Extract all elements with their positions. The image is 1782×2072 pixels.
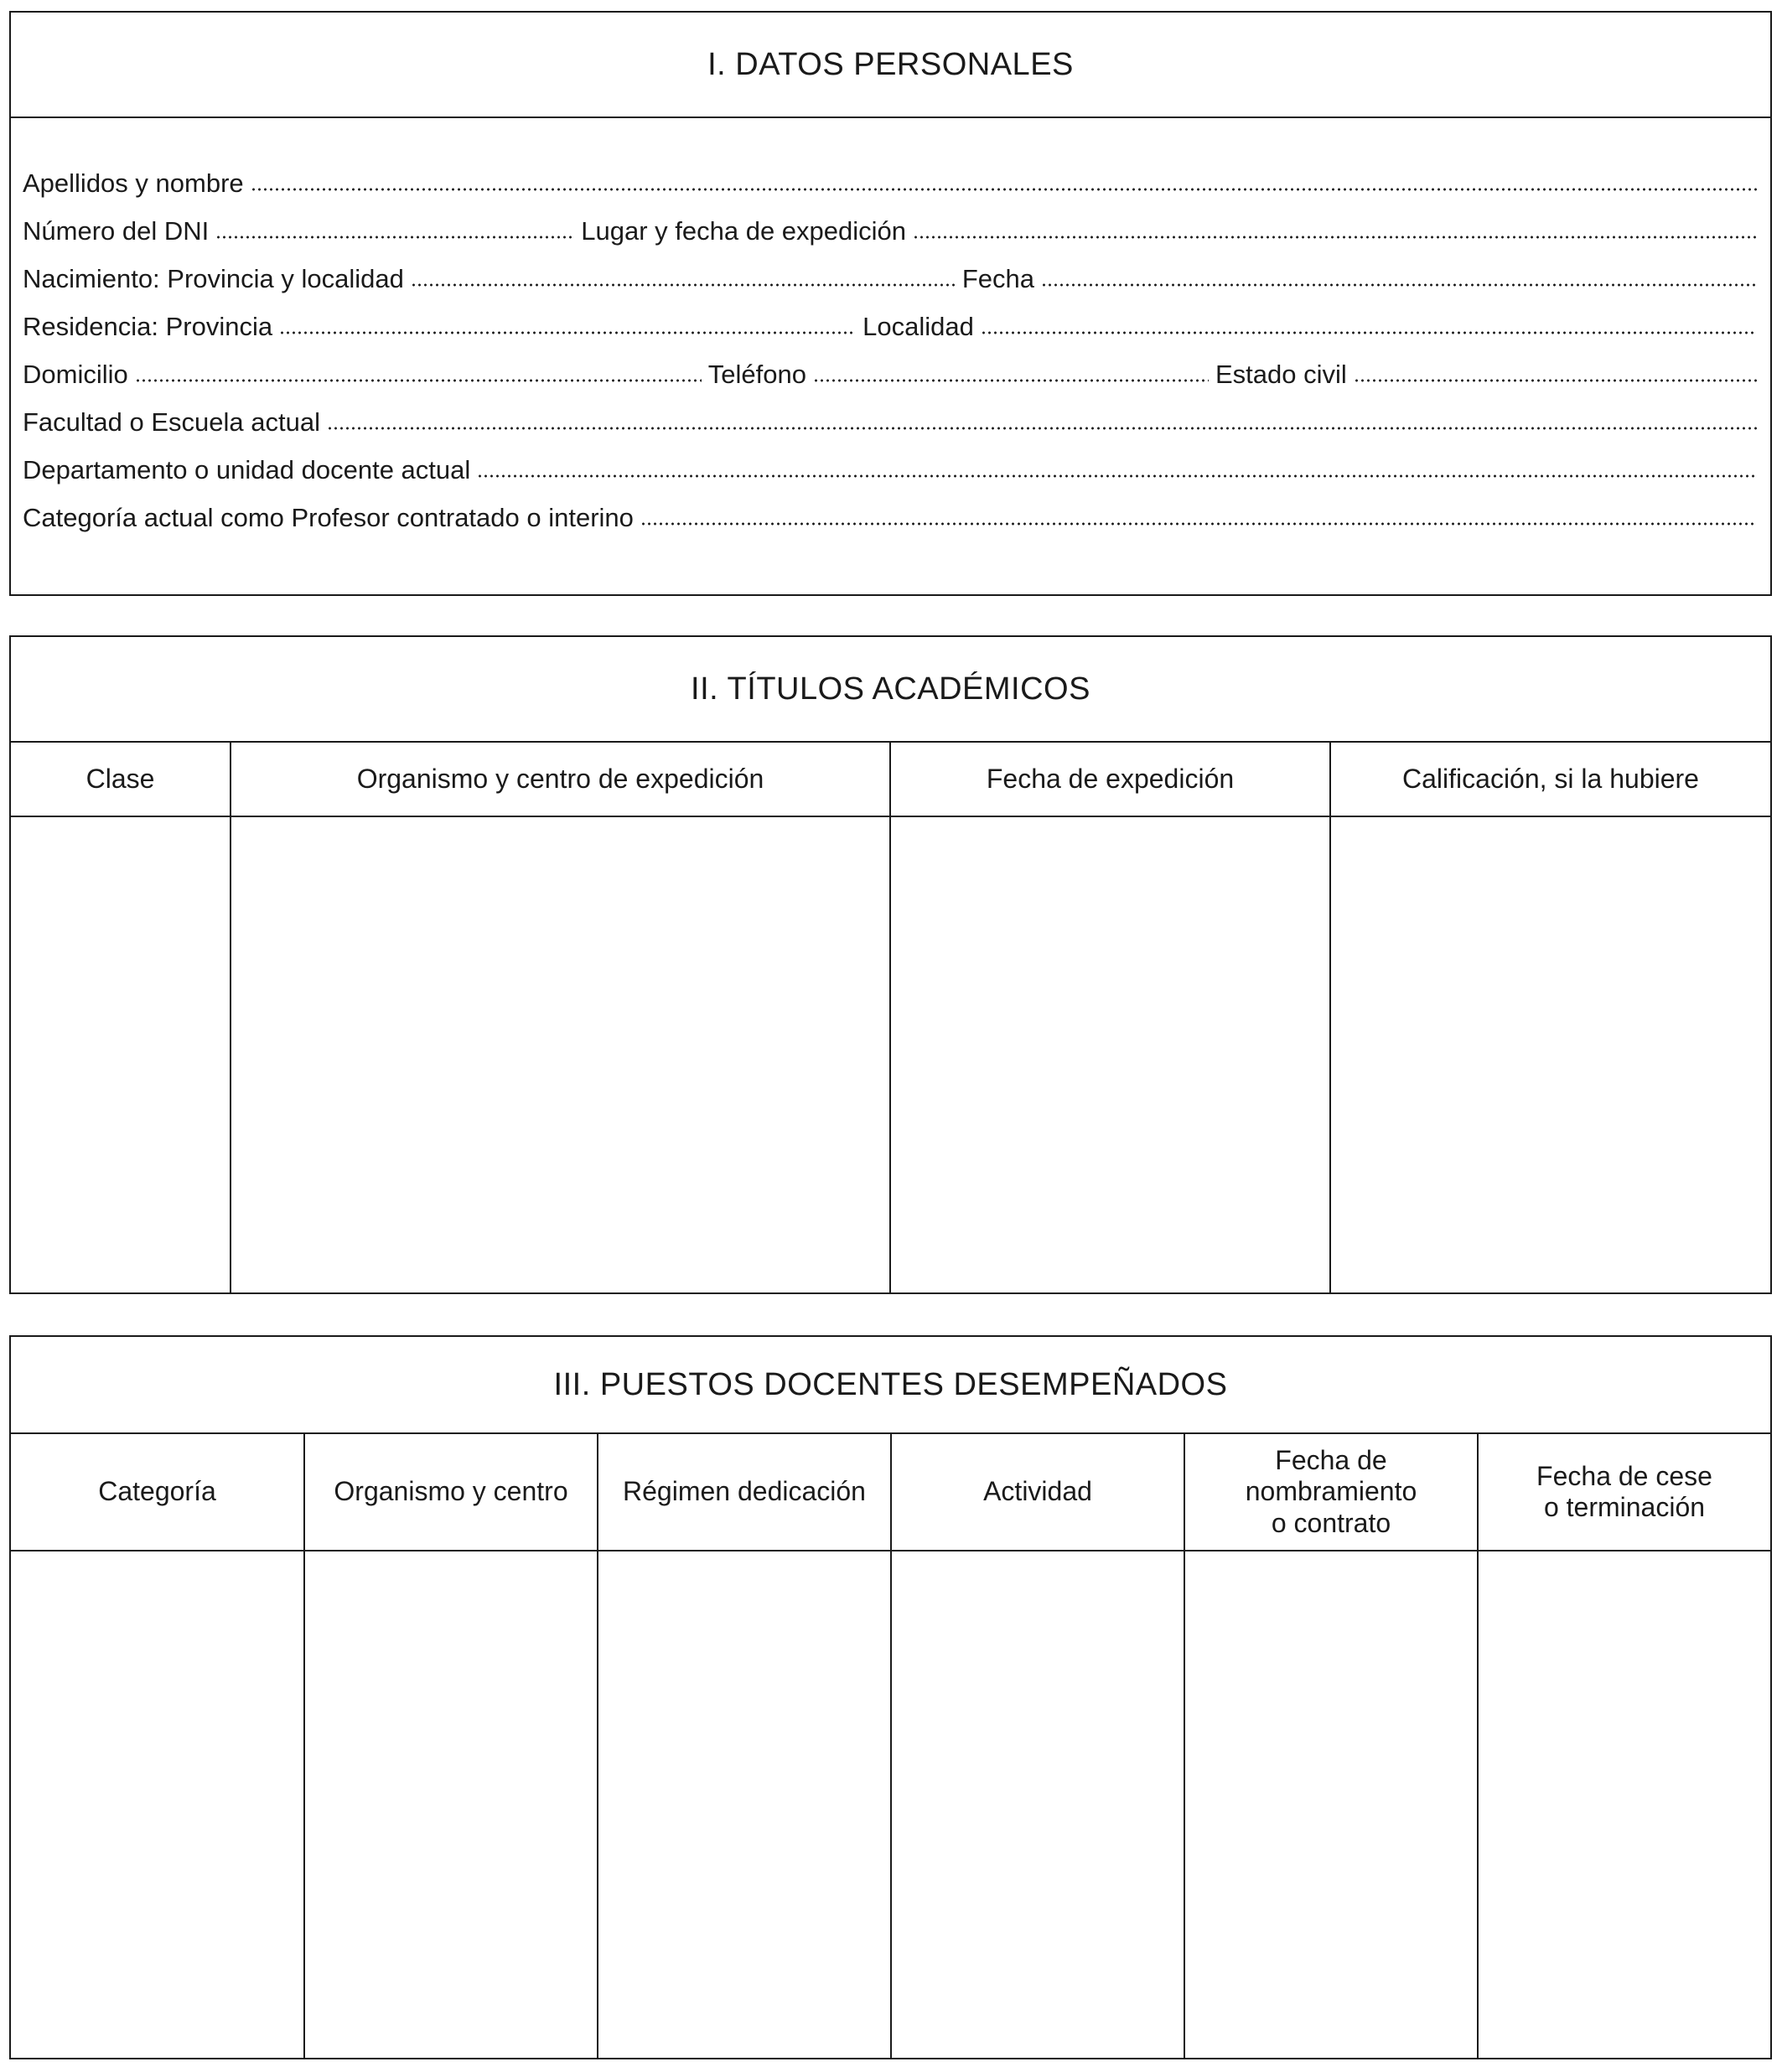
clase-cell[interactable] [11, 816, 231, 1294]
field-row-categoria [23, 503, 1757, 551]
field-row-nacimiento [23, 264, 1757, 312]
regimen-dedicacion-cell[interactable] [598, 1551, 891, 2059]
departamento-input-line[interactable] [477, 474, 1757, 478]
datos-personales-title: I. DATOS PERSONALES [11, 13, 1770, 118]
titulos-header-row [11, 743, 1770, 816]
datos-personales-section [9, 11, 1772, 596]
titulos-academicos-title: II. TÍTULOS ACADÉMICOS [11, 637, 1770, 743]
localidad-label: Localidad [863, 312, 974, 341]
column-header-organismo-centro-expedicion: Organismo y centro de expedición [231, 743, 890, 816]
field-row-departamento [23, 455, 1757, 503]
telefono-label: Teléfono [707, 360, 806, 389]
domicilio-label: Domicilio [23, 360, 128, 389]
column-header-clase: Clase [11, 743, 231, 816]
facultad-label: Facultad o Escuela actual [23, 407, 320, 437]
column-header-fecha-cese: Fecha de cese o terminación [1478, 1434, 1770, 1551]
field-row-apellidos [23, 168, 1757, 216]
fecha-cese-cell[interactable] [1478, 1551, 1770, 2059]
puestos-entry-row [11, 1551, 1770, 2059]
residencia-input-line[interactable] [279, 331, 856, 334]
field-row-dni [23, 216, 1757, 264]
estado-civil-input-line[interactable] [1354, 379, 1757, 382]
field-row-residencia [23, 312, 1757, 360]
column-header-fecha-expedicion: Fecha de expedición [890, 743, 1330, 816]
column-header-regimen-dedicacion: Régimen dedicación [598, 1434, 891, 1551]
titulos-entry-row [11, 816, 1770, 1294]
categoria-input-line[interactable] [640, 522, 1757, 526]
puestos-docentes-title: III. PUESTOS DOCENTES DESEMPEÑADOS [11, 1337, 1770, 1434]
field-row-domicilio [23, 360, 1757, 407]
apellidos-label: Apellidos y nombre [23, 168, 244, 198]
apellidos-input-line[interactable] [251, 188, 1757, 191]
lugar-fecha-expedicion-input-line[interactable] [913, 236, 1757, 239]
categoria-label: Categoría actual como Profesor contratado o interino [23, 503, 634, 532]
datos-personales-fields [23, 168, 1757, 551]
titulos-academicos-table [11, 743, 1770, 1294]
column-header-calificacion: Calificación, si la hubiere [1330, 743, 1770, 816]
column-header-organismo-centro: Organismo y centro [304, 1434, 598, 1551]
calificacion-cell[interactable] [1330, 816, 1770, 1294]
actividad-cell[interactable] [891, 1551, 1184, 2059]
nacimiento-label: Nacimiento: Provincia y localidad [23, 264, 404, 293]
lugar-fecha-expedicion-label: Lugar y fecha de expedición [581, 216, 907, 246]
residencia-label: Residencia: Provincia [23, 312, 273, 341]
puestos-header-row [11, 1434, 1770, 1551]
localidad-input-line[interactable] [981, 331, 1757, 334]
dni-label: Número del DNI [23, 216, 210, 246]
fecha-nombramiento-cell[interactable] [1184, 1551, 1478, 2059]
fecha-input-line[interactable] [1041, 283, 1757, 287]
departamento-label: Departamento o unidad docente actual [23, 455, 471, 484]
organismo-centro-cell[interactable] [304, 1551, 598, 2059]
column-header-categoria: Categoría [11, 1434, 304, 1551]
categoria-cell[interactable] [11, 1551, 304, 2059]
domicilio-input-line[interactable] [135, 379, 702, 382]
fecha-expedicion-cell[interactable] [890, 816, 1330, 1294]
nacimiento-input-line[interactable] [411, 283, 956, 287]
facultad-input-line[interactable] [327, 427, 1757, 430]
column-header-actividad: Actividad [891, 1434, 1184, 1551]
titulos-academicos-section [9, 635, 1772, 1294]
puestos-docentes-section [9, 1335, 1772, 2059]
fecha-label: Fecha [961, 264, 1035, 293]
field-row-facultad [23, 407, 1757, 455]
column-header-fecha-nombramiento: Fecha de nombramiento o contrato [1184, 1434, 1478, 1551]
organismo-centro-expedicion-cell[interactable] [231, 816, 890, 1294]
estado-civil-label: Estado civil [1215, 360, 1347, 389]
dni-input-line[interactable] [215, 236, 574, 239]
puestos-docentes-table [11, 1434, 1770, 2059]
telefono-input-line[interactable] [813, 379, 1209, 382]
